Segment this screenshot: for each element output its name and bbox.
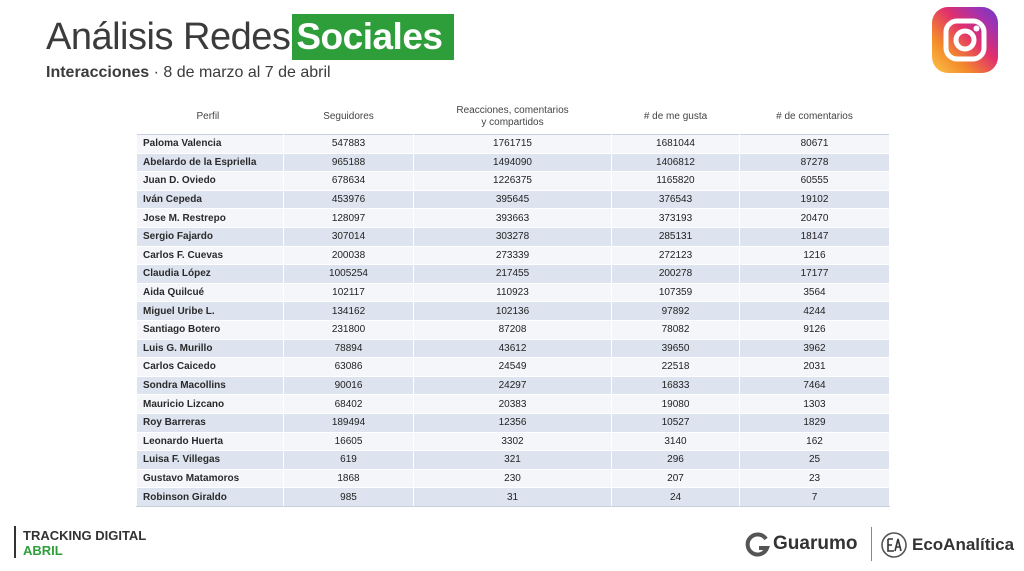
value-cell: 3564: [740, 283, 890, 302]
table-row: [137, 469, 890, 488]
guarumo-icon: [745, 531, 771, 557]
value-cell: 162: [740, 432, 890, 451]
value-cell: 395645: [414, 190, 612, 209]
value-cell: 285131: [612, 227, 740, 246]
table-row: [137, 320, 890, 339]
profile-name-cell: Jose M. Restrepo: [137, 209, 284, 228]
value-cell: 9126: [740, 320, 890, 339]
value-cell: 19102: [740, 190, 890, 209]
value-cell: 273339: [414, 246, 612, 265]
table-row: [137, 172, 890, 191]
profile-name-cell: Leonardo Huerta: [137, 432, 284, 451]
value-cell: 3302: [414, 432, 612, 451]
tracking-label-block: [14, 526, 146, 558]
value-cell: 16605: [284, 432, 414, 451]
value-cell: 3140: [612, 432, 740, 451]
guarumo-name: Guarumo: [773, 533, 858, 554]
value-cell: 307014: [284, 227, 414, 246]
value-cell: 43612: [414, 339, 612, 358]
profile-name-cell: Robinson Giraldo: [137, 488, 284, 507]
value-cell: 207: [612, 469, 740, 488]
value-cell: 376543: [612, 190, 740, 209]
month-label: ABRIL: [23, 543, 63, 558]
value-cell: 24: [612, 488, 740, 507]
subtitle-bold: Interacciones: [46, 64, 150, 81]
table-row: [137, 265, 890, 284]
value-cell: 1761715: [414, 135, 612, 154]
value-cell: 1681044: [612, 135, 740, 154]
profile-name-cell: Carlos Caicedo: [137, 358, 284, 377]
title-accent: Sociales: [292, 14, 453, 60]
value-cell: 39650: [612, 339, 740, 358]
table-row: [137, 246, 890, 265]
value-cell: 678634: [284, 172, 414, 191]
column-header: Seguidores: [323, 111, 374, 122]
value-cell: 296: [612, 451, 740, 470]
profile-name-cell: Aida Quilcué: [137, 283, 284, 302]
column-header: # de me gusta: [643, 111, 708, 122]
tracking-label: TRACKING DIGITAL: [23, 528, 147, 543]
value-cell: 373193: [612, 209, 740, 228]
value-cell: 102117: [284, 283, 414, 302]
profile-name-cell: Santiago Botero: [137, 320, 284, 339]
value-cell: 24549: [414, 358, 612, 377]
value-cell: 90016: [284, 376, 414, 395]
profile-name-cell: Miguel Uribe L.: [137, 302, 284, 321]
value-cell: 18147: [740, 227, 890, 246]
table-row: [137, 283, 890, 302]
table-row: [137, 376, 890, 395]
value-cell: 1868: [284, 469, 414, 488]
value-cell: 25: [740, 451, 890, 470]
value-cell: 547883: [284, 135, 414, 154]
profile-name-cell: Carlos F. Cuevas: [137, 246, 284, 265]
value-cell: 1494090: [414, 153, 612, 172]
table-row: [137, 135, 890, 154]
profile-name-cell: Sergio Fajardo: [137, 227, 284, 246]
table-header-row: [137, 100, 890, 135]
interactions-table: [136, 100, 890, 507]
table-row: [137, 153, 890, 172]
value-cell: 97892: [612, 302, 740, 321]
value-cell: 321: [414, 451, 612, 470]
profile-name-cell: Claudia López: [137, 265, 284, 284]
profile-name-cell: Paloma Valencia: [137, 135, 284, 154]
value-cell: 63086: [284, 358, 414, 377]
value-cell: 128097: [284, 209, 414, 228]
table-row: [137, 227, 890, 246]
table-row: [137, 413, 890, 432]
value-cell: 102136: [414, 302, 612, 321]
value-cell: 217455: [414, 265, 612, 284]
value-cell: 2031: [740, 358, 890, 377]
table-row: [137, 339, 890, 358]
table-row: [137, 209, 890, 228]
profile-name-cell: Iván Cepeda: [137, 190, 284, 209]
value-cell: 619: [284, 451, 414, 470]
value-cell: 87278: [740, 153, 890, 172]
ecoanalitica-name: EcoAnalítica: [912, 535, 1015, 554]
subtitle: [46, 64, 331, 82]
brand-divider: [871, 527, 872, 561]
title-main: Análisis Redes: [46, 15, 291, 58]
value-cell: 20383: [414, 395, 612, 414]
profile-name-cell: Sondra Macollins: [137, 376, 284, 395]
column-header: Reacciones, comentarios y compartidos: [456, 105, 569, 128]
value-cell: 78894: [284, 339, 414, 358]
value-cell: 985: [284, 488, 414, 507]
value-cell: 231800: [284, 320, 414, 339]
value-cell: 110923: [414, 283, 612, 302]
value-cell: 68402: [284, 395, 414, 414]
guarumo-logo: [745, 531, 857, 557]
value-cell: 200038: [284, 246, 414, 265]
value-cell: 303278: [414, 227, 612, 246]
value-cell: 453976: [284, 190, 414, 209]
profile-name-cell: Luisa F. Villegas: [137, 451, 284, 470]
ecoanalitica-icon: [880, 531, 908, 559]
value-cell: 24297: [414, 376, 612, 395]
value-cell: 1406812: [612, 153, 740, 172]
value-cell: 107359: [612, 283, 740, 302]
profile-name-cell: Abelardo de la Espriella: [137, 153, 284, 172]
value-cell: 19080: [612, 395, 740, 414]
value-cell: 12356: [414, 413, 612, 432]
ecoanalitica-logo: [880, 531, 1014, 559]
page-title: [46, 14, 454, 60]
table-row: [137, 488, 890, 507]
value-cell: 60555: [740, 172, 890, 191]
profile-name-cell: Roy Barreras: [137, 413, 284, 432]
value-cell: 1165820: [612, 172, 740, 191]
value-cell: 1216: [740, 246, 890, 265]
value-cell: 16833: [612, 376, 740, 395]
table-row: [137, 302, 890, 321]
value-cell: 965188: [284, 153, 414, 172]
value-cell: 1226375: [414, 172, 612, 191]
value-cell: 80671: [740, 135, 890, 154]
value-cell: 10527: [612, 413, 740, 432]
value-cell: 20470: [740, 209, 890, 228]
value-cell: 7: [740, 488, 890, 507]
value-cell: 3962: [740, 339, 890, 358]
value-cell: 17177: [740, 265, 890, 284]
value-cell: 230: [414, 469, 612, 488]
profile-name-cell: Gustavo Matamoros: [137, 469, 284, 488]
profile-name-cell: Juan D. Oviedo: [137, 172, 284, 191]
subtitle-date-range: · 8 de marzo al 7 de abril: [149, 64, 331, 81]
value-cell: 1303: [740, 395, 890, 414]
column-header: Perfil: [196, 111, 220, 122]
table-row: [137, 395, 890, 414]
value-cell: 393663: [414, 209, 612, 228]
column-header: # de comentarios: [776, 111, 853, 122]
value-cell: 200278: [612, 265, 740, 284]
value-cell: 4244: [740, 302, 890, 321]
value-cell: 23: [740, 469, 890, 488]
value-cell: 1005254: [284, 265, 414, 284]
value-cell: 22518: [612, 358, 740, 377]
table-row: [137, 451, 890, 470]
value-cell: 272123: [612, 246, 740, 265]
table-row: [137, 358, 890, 377]
value-cell: 78082: [612, 320, 740, 339]
value-cell: 134162: [284, 302, 414, 321]
value-cell: 87208: [414, 320, 612, 339]
profile-name-cell: Luis G. Murillo: [137, 339, 284, 358]
table-row: [137, 432, 890, 451]
profile-name-cell: Mauricio Lizcano: [137, 395, 284, 414]
instagram-icon: [932, 7, 998, 73]
table-row: [137, 190, 890, 209]
value-cell: 189494: [284, 413, 414, 432]
value-cell: 1829: [740, 413, 890, 432]
value-cell: 31: [414, 488, 612, 507]
value-cell: 7464: [740, 376, 890, 395]
